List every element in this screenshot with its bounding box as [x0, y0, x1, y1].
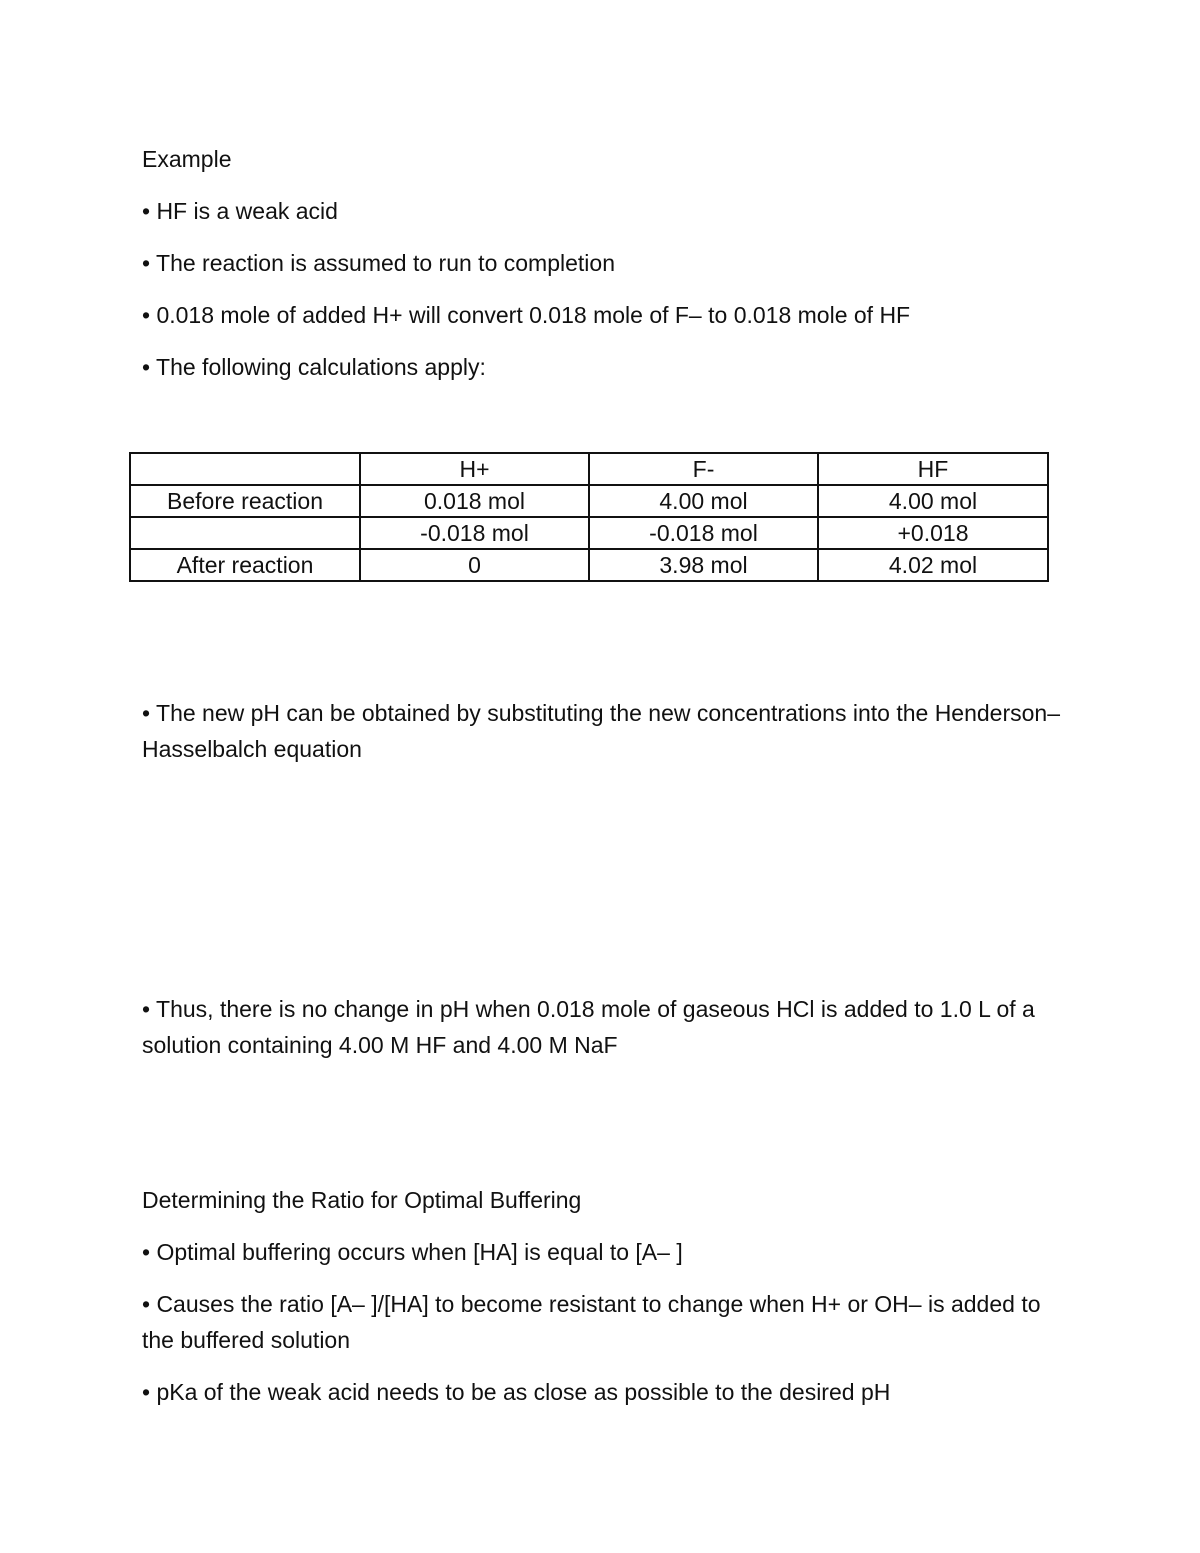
table-cell: 4.02 mol — [818, 549, 1048, 581]
table-cell: 3.98 mol — [589, 549, 818, 581]
table-header-cell: H+ — [360, 453, 589, 485]
reaction-table — [129, 452, 1049, 582]
table-header-cell: HF — [818, 453, 1048, 485]
table-cell: 0 — [360, 549, 589, 581]
row-label: Before reaction — [130, 485, 360, 517]
table-row — [130, 517, 1048, 549]
table-header-cell — [130, 453, 360, 485]
table-cell: 4.00 mol — [589, 485, 818, 517]
bullet-pka-close: • pKa of the weak acid needs to be as close as possible to the desired pH — [142, 1379, 891, 1405]
bullet-ratio-resistant: • Causes the ratio [A– ]/[HA] to become resistant to change when H+ or OH– is added to the buffered solution — [142, 1291, 1041, 1353]
bullet-optimal-buffering: • Optimal buffering occurs when [HA] is equal to [A– ] — [142, 1239, 683, 1265]
table-cell: 0.018 mol — [360, 485, 589, 517]
example-heading: Example — [142, 146, 232, 172]
table-cell: 4.00 mol — [818, 485, 1048, 517]
bullet-following-calculations: • The following calculations apply: — [142, 354, 486, 380]
bullet-hf-weak-acid: • HF is a weak acid — [142, 198, 338, 224]
bullet-added-h-plus: • 0.018 mole of added H+ will convert 0.018 mole of F– to 0.018 mole of HF — [142, 302, 911, 328]
table-header-row — [130, 453, 1048, 485]
table-cell: -0.018 mol — [360, 517, 589, 549]
bullet-no-change-in-ph: • Thus, there is no change in pH when 0.018 mole of gaseous HCl is added to 1.0 L of a solution containing 4.00 M HF and 4.00 M NaF — [142, 996, 1035, 1058]
optimal-buffering-heading: Determining the Ratio for Optimal Buffering — [142, 1187, 582, 1213]
table-header-cell: F- — [589, 453, 818, 485]
table-cell: +0.018 — [818, 517, 1048, 549]
row-label — [130, 517, 360, 549]
bullet-reaction-completion: • The reaction is assumed to run to completion — [142, 250, 615, 276]
row-label: After reaction — [130, 549, 360, 581]
table-row — [130, 549, 1048, 581]
bullet-henderson-hasselbalch: • The new pH can be obtained by substituting the new concentrations into the Henderson–Hasselbalch equation — [142, 700, 1061, 762]
table-cell: -0.018 mol — [589, 517, 818, 549]
table-row — [130, 485, 1048, 517]
